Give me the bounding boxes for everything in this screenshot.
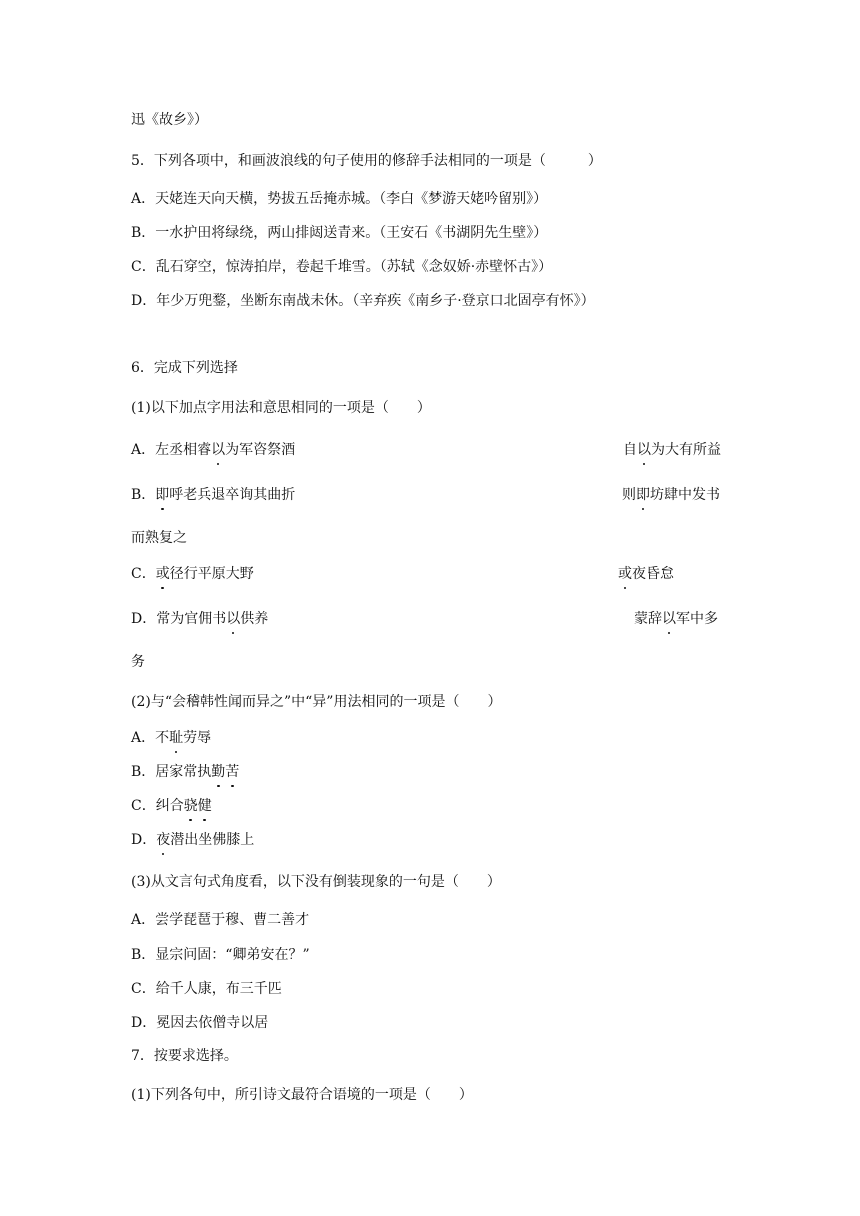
- option-6-2d: [131, 831, 254, 849]
- text-segment: 为军咨祭酒: [225, 442, 296, 458]
- dotted-char: 即: [155, 487, 170, 503]
- option-5a: A．天姥连天向天横，势拔五岳掩赤城。（李白《梦游天姥吟留别》）: [131, 191, 548, 207]
- question-7: 7．按要求选择。: [131, 1048, 238, 1064]
- option-6-1b: [131, 486, 295, 504]
- text-segment: 军中多: [676, 611, 718, 627]
- text-segment: 自: [623, 442, 637, 458]
- option-6-1d: [131, 610, 268, 628]
- text-segment: C．纠合: [131, 798, 184, 814]
- text-line: 迅《故乡》）: [131, 112, 208, 128]
- text-segment: A．左丞相睿: [131, 442, 212, 458]
- option-6-2a: [131, 729, 211, 747]
- option-6-1a-right: [623, 441, 721, 459]
- option-6-3d: D．冕因去依僧寺以居: [131, 1015, 269, 1031]
- text-segment: 夜昏怠: [632, 566, 674, 582]
- text-segment: 为大有所益: [651, 442, 721, 458]
- dotted-char: 耻: [169, 730, 184, 746]
- question-6-1: (1)以下加点字用法和意思相同的一项是（ ）: [131, 400, 431, 416]
- text-segment: 则: [622, 487, 636, 503]
- dotted-char: 健: [197, 798, 212, 814]
- option-6-1c-right: [618, 565, 674, 583]
- text-segment: 供养: [240, 611, 269, 627]
- option-6-1c: [131, 565, 254, 583]
- dotted-char: 夜: [156, 832, 171, 848]
- dotted-char: 勤: [211, 764, 226, 780]
- dotted-char: 以: [211, 442, 226, 458]
- dotted-char: 或: [155, 566, 170, 582]
- dotted-char: 苦: [225, 764, 240, 780]
- text-segment: B．居家常执: [131, 764, 212, 780]
- dotted-char: 以: [662, 611, 676, 627]
- text-segment: 坊肆中发书: [650, 487, 720, 503]
- option-5c: C．乱石穿空，惊涛拍岸，卷起千堆雪。（苏轼《念奴娇·赤壁怀古》）: [131, 259, 553, 275]
- question-6: 6．完成下列选择: [131, 360, 238, 376]
- option-6-1d-continued: 务: [131, 654, 145, 670]
- question-7-1: (1)下列各句中，所引诗文最符合语境的一项是（ ）: [131, 1087, 473, 1103]
- option-6-3a: A．尝学琵琶于穆、曹二善才: [131, 912, 310, 928]
- text-segment: 径行平原大野: [169, 566, 254, 582]
- dotted-char: 以: [226, 611, 241, 627]
- dotted-char: 或: [618, 566, 632, 582]
- option-6-2c: [131, 797, 212, 815]
- text-segment: 蒙辞: [634, 611, 662, 627]
- option-5d: D．年少万兜鍪，坐断东南战未休。（辛弃疾《南乡子·登京口北固亭有怀》）: [131, 293, 595, 309]
- option-6-1d-right: [634, 610, 718, 628]
- question-6-3: (3)从文言句式角度看，以下没有倒装现象的一句是（ ）: [131, 874, 501, 890]
- text-segment: 呼老兵退卒询其曲折: [169, 487, 296, 503]
- dotted-char: 即: [636, 487, 650, 503]
- question-5: 5．下列各项中，和画波浪线的句子使用的修辞手法相同的一项是（ ）: [131, 153, 602, 169]
- text-segment: 潜出坐佛膝上: [170, 832, 255, 848]
- text-segment: C．: [131, 566, 156, 582]
- option-6-1a: [131, 441, 295, 459]
- text-segment: D．常为官佣书: [131, 611, 227, 627]
- text-segment: A．不: [131, 730, 170, 746]
- question-6-2: (2)与“会稽韩性闻而异之”中“异”用法相同的一项是（ ）: [131, 694, 502, 710]
- dotted-char: 骁: [183, 798, 198, 814]
- text-segment: 劳辱: [183, 730, 212, 746]
- text-segment: D．: [131, 832, 157, 848]
- text-segment: B．: [131, 487, 156, 503]
- option-6-1b-right: [622, 486, 720, 504]
- dotted-char: 以: [637, 442, 651, 458]
- option-6-3c: C．给千人康，布三千匹: [131, 981, 282, 997]
- option-6-1b-continued: 而熟复之: [131, 530, 187, 546]
- option-6-2b: [131, 763, 239, 781]
- option-6-3b: B．显宗问固：“卿弟安在？”: [131, 947, 310, 963]
- option-5b: B．一水护田将绿绕，两山排闼送青来。（王安石《书湖阴先生壁》）: [131, 225, 548, 241]
